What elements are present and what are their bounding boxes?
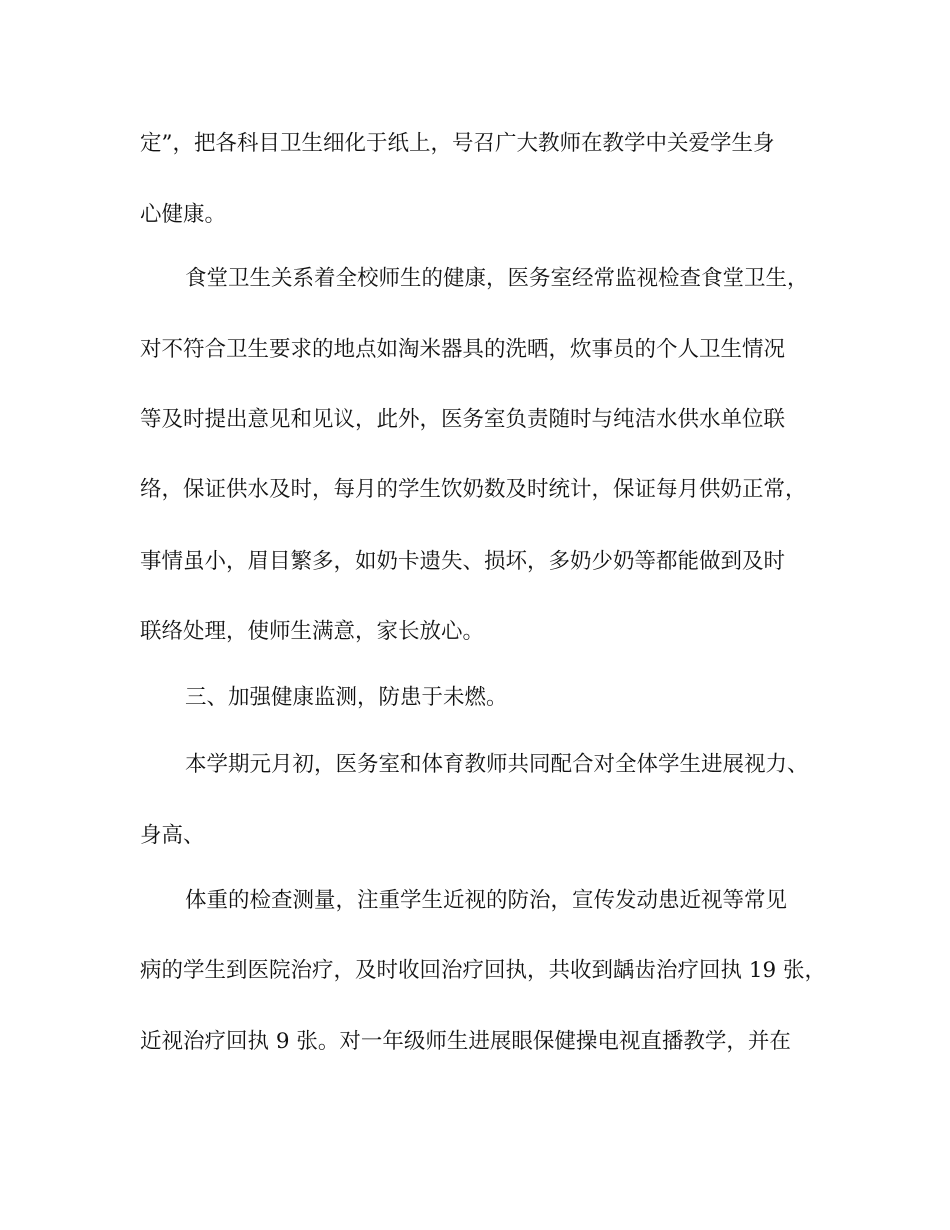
- text-line: 心健康。: [140, 202, 227, 227]
- section-heading: 三、加强健康监测，防患于未燃。: [185, 685, 508, 710]
- text-line: 病的学生到医院治疗，及时收回治疗回执，共收到龋齿治疗回执 19 张，: [140, 958, 827, 983]
- paragraph-start-line: 体重的检查测量，注重学生近视的防治，宣传发动患近视等常见: [185, 888, 788, 913]
- text-line: 联络处理，使师生满意，家长放心。: [140, 619, 485, 644]
- paragraph-start-line: 本学期元月初，医务室和体育教师共同配合对全体学生进展视力、: [185, 752, 809, 777]
- text-line: 身高、: [140, 823, 205, 848]
- text-line: 事情虽小，眉目繁多，如奶卡遗失、损坏，多奶少奶等都能做到及时: [140, 549, 786, 574]
- text-line: 对不符合卫生要求的地点如淘米器具的洗晒，炊事员的个人卫生情况: [140, 337, 786, 362]
- text-line: 络，保证供水及时，每月的学生饮奶数及时统计，保证每月供奶正常，: [140, 477, 807, 502]
- text-line: 定”，把各科目卫生细化于纸上，号召广大教师在教学中关爱学生身: [140, 131, 775, 156]
- text-line: 等及时提出意见和见议，此外，医务室负责随时与纯洁水供水单位联: [140, 407, 786, 432]
- paragraph-start-line: 食堂卫生关系着全校师生的健康，医务室经常监视检查食堂卫生，: [185, 266, 809, 291]
- text-line: 近视治疗回执 9 张。对一年级师生进展眼保健操电视直播教学，并在: [140, 1029, 791, 1054]
